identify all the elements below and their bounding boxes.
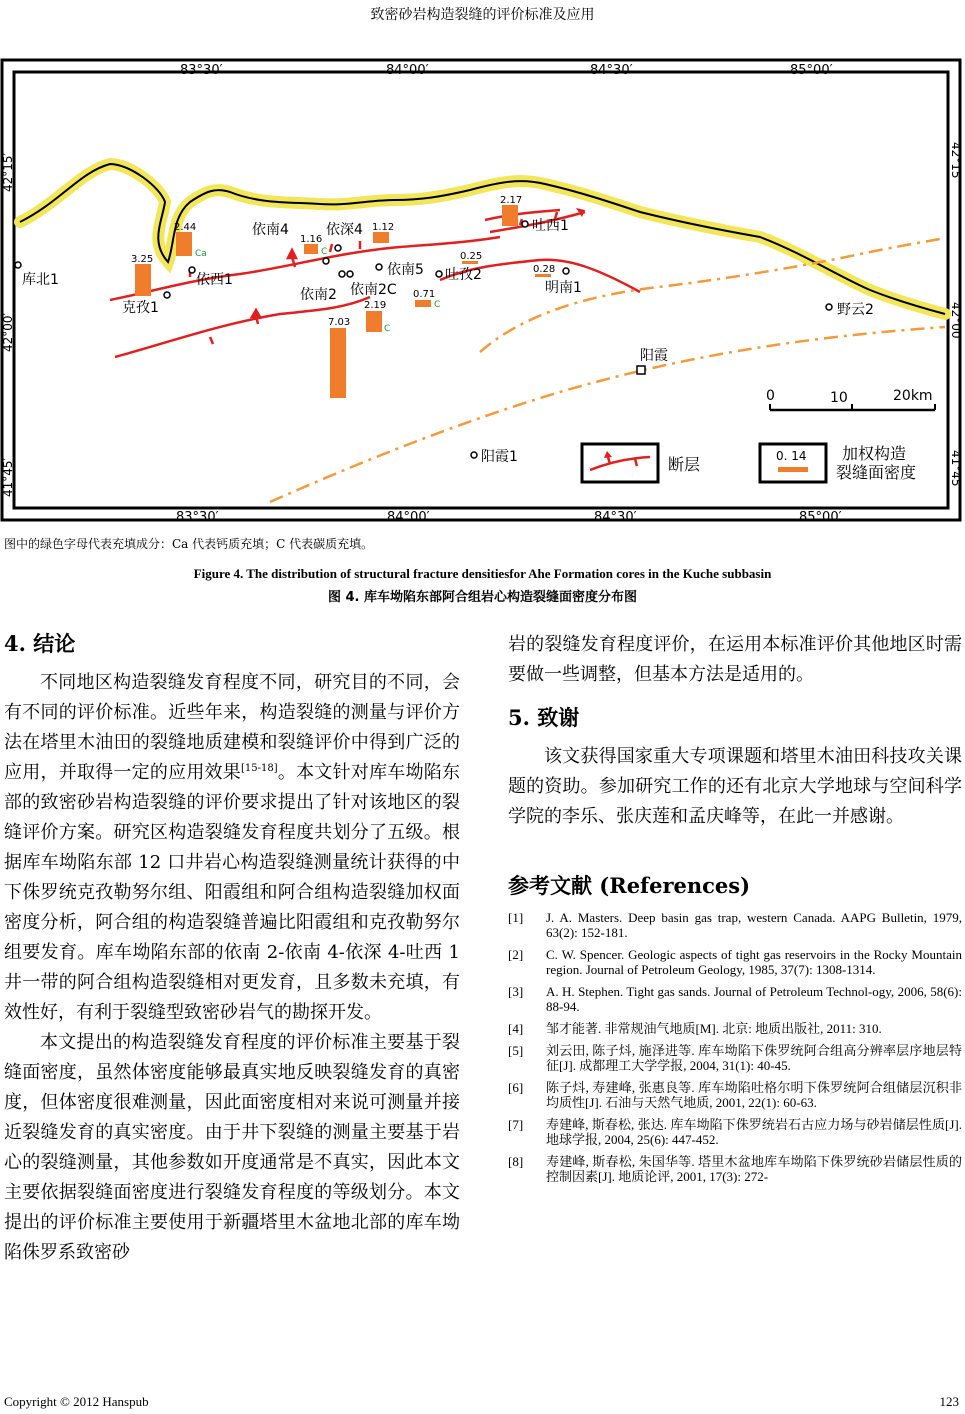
reference-item bbox=[508, 1117, 962, 1147]
fill-label-ca: Ca bbox=[195, 249, 207, 259]
density-label: 0.28 bbox=[533, 264, 556, 275]
reference-number: [8] bbox=[508, 1154, 524, 1169]
fill-label-c: C bbox=[384, 324, 391, 334]
density-bar-yinan2 bbox=[330, 328, 346, 398]
well-mingnan1: 明南1 bbox=[545, 280, 582, 296]
density-bar-yinan4 bbox=[304, 244, 318, 254]
coord-left-2: 42°00′ bbox=[1, 312, 15, 352]
right-column bbox=[508, 630, 962, 1191]
legend bbox=[582, 444, 916, 482]
section-4-paragraph-2-cont: 岩的裂缝发育程度评价，在运用本标准评价其他地区时需要做一些调整，但基本方法是适用的。 bbox=[508, 634, 962, 685]
reference-number: [3] bbox=[508, 984, 524, 999]
density-bar-yinan5 bbox=[415, 300, 431, 307]
reference-text: 邹才能著. 非常规油气地质[M]. 北京: 地质出版社, 2011: 310. bbox=[546, 1021, 882, 1036]
legend-density-sample: 0. 14 bbox=[776, 449, 807, 463]
reference-item bbox=[508, 1021, 962, 1036]
density-bar-yishen4 bbox=[373, 232, 389, 243]
well-yixi1: 依西1 bbox=[196, 272, 233, 288]
density-label: 2.17 bbox=[500, 195, 523, 206]
scale-bar bbox=[766, 388, 935, 410]
well-tuzi2: 吐孜2 bbox=[445, 267, 482, 283]
well-tuxi1: 吐西1 bbox=[532, 218, 569, 234]
well-kezi1: 克孜1 bbox=[122, 300, 159, 316]
density-label: 3.25 bbox=[131, 254, 154, 265]
coord-top-2: 84°00′ bbox=[386, 63, 429, 78]
density-label: 1.16 bbox=[300, 234, 323, 245]
coord-right-2: 42°00′ bbox=[949, 302, 963, 342]
reference-item bbox=[508, 984, 962, 1014]
reference-text: 寿建峰, 斯春松, 朱国华等. 塔里木盆地库车坳陷下侏罗统砂岩储层性质的控制因素[J]. 地质论评, 2001, 17(3): 272- bbox=[546, 1154, 962, 1184]
density-label: 2.19 bbox=[364, 300, 387, 311]
coord-top-3: 84°30′ bbox=[590, 63, 633, 78]
coord-left-3: 41°45′ bbox=[1, 457, 15, 497]
reference-number: [6] bbox=[508, 1080, 524, 1095]
well-yangxia: 阳霞 bbox=[640, 348, 668, 364]
section-4-title: 4. 结论 bbox=[4, 631, 76, 656]
figure-caption-cn: 图 4. 库车坳陷东部阿合组岩心构造裂缝面密度分布图 bbox=[327, 590, 638, 605]
density-label: 1.12 bbox=[372, 222, 395, 233]
density-bar-yixi1 bbox=[176, 232, 192, 256]
reference-text: C. W. Spencer. Geologic aspects of tight gas reservoirs in the Rocky Mountain region. Journal of Petroleum Geology, 1985, 37(7): 1308-1314. bbox=[546, 947, 962, 977]
scale-tick-0: 0 bbox=[766, 388, 775, 404]
figure-caption-en: Figure 4. The distribution of structural fracture densitiesfor Ahe Formation cores in the Kuche subbasin bbox=[193, 566, 772, 581]
reference-item bbox=[508, 1080, 962, 1110]
reference-text: 刘云田, 陈子炓, 施泽进等. 库车坳陷下侏罗统阿合组高分辨率层序地层特征[J]. 成都理工大学学报, 2004, 31(1): 40-45. bbox=[546, 1043, 962, 1073]
reference-item bbox=[508, 1043, 962, 1073]
footer-page-number: 123 bbox=[939, 1394, 959, 1409]
well-yangxia1: 阳霞1 bbox=[481, 449, 518, 465]
reference-item bbox=[508, 1154, 962, 1184]
reference-number: [1] bbox=[508, 910, 524, 925]
well-yishen4: 依深4 bbox=[326, 222, 363, 238]
running-head: 致密砂岩构造裂缝的评价标准及应用 bbox=[370, 7, 595, 23]
coord-bottom-2: 84°00′ bbox=[387, 510, 430, 525]
figure-note: 图中的绿色字母代表充填成分：Ca 代表钙质充填；C 代表碳质充填。 bbox=[4, 537, 374, 551]
coord-left-1: 42°15′ bbox=[1, 152, 15, 192]
well-yinan2c: 依南2C bbox=[350, 282, 397, 298]
legend-density-label-1: 加权构造 bbox=[842, 444, 907, 463]
section-4-paragraph-1: 不同地区构造裂缝发育程度不同，研究目的不同，会有不同的评价标准。近些年来，构造裂缝的测量与评价方法在塔里木油田的裂缝地质建模和裂缝评价中得到广泛的应用，并取得一定的应用效果[15-18]。本文针对库车坳陷东部的致密砂岩构造裂缝的评价要求提出了针对该地区的裂缝评价方案。研究区构造裂缝发育程度共划分了五级。根据库车坳陷东部 12 口井岩心构造裂缝测量统计获得的中下侏罗统克孜勒努尔组、阳霞组和阿合组构造裂缝加权面密度分析，阿合组的构造裂缝普遍比阳霞组和克孜勒努尔组要发育。库车坳陷东部的依南 2-依南 4-依深 4-吐西 1 井一带的阿合组构造裂缝相对更发育，且多数未充填，有效性好，有利于裂缝型致密砂岩气的勘探开发。 bbox=[4, 672, 461, 1023]
well-yeyun2: 野云2 bbox=[837, 302, 874, 318]
legend-density-label-2: 裂缝面密度 bbox=[836, 463, 917, 482]
reference-text: 陈子炓, 寿建峰, 张惠良等. 库车坳陷吐格尔明下侏罗统阿合组储层沉积非均质性[J]. 石油与天然气地质, 2001, 22(1): 60-63. bbox=[546, 1080, 962, 1110]
fill-label-c: C bbox=[321, 247, 328, 257]
reference-number: [4] bbox=[508, 1021, 524, 1036]
density-bar-yinan2c bbox=[366, 311, 382, 332]
reference-number: [5] bbox=[508, 1043, 524, 1058]
well-yinan5: 依南5 bbox=[387, 262, 424, 278]
coord-bottom-3: 84°30′ bbox=[594, 510, 637, 525]
reference-item bbox=[508, 947, 962, 977]
left-column bbox=[4, 630, 460, 1268]
density-bar-kezi1 bbox=[135, 264, 151, 296]
coord-bottom-4: 85°00′ bbox=[799, 510, 842, 525]
citation: [15-18] bbox=[241, 763, 278, 774]
reference-item bbox=[508, 910, 962, 940]
well-yinan2: 依南2 bbox=[300, 287, 337, 303]
reference-text: 寿建峰, 斯春松, 张达. 库车坳陷下侏罗统岩石古应力场与砂岩储层性质[J]. 地球学报, 2004, 25(6): 447-452. bbox=[546, 1117, 962, 1147]
density-label: 0.71 bbox=[413, 289, 436, 300]
coord-right-1: 42°15′ bbox=[949, 142, 963, 182]
scale-tick-20: 20km bbox=[893, 388, 933, 404]
section-5-title: 5. 致谢 bbox=[508, 705, 580, 730]
section-4-paragraph-2: 本文提出的构造裂缝发育程度的评价标准主要基于裂缝面密度，虽然体密度能够最真实地反映裂缝发育的真密度，但体密度很难测量，因此面密度相对来说可测量并接近裂缝发育的真实密度。由于井下裂缝的测量主要基于岩心的裂缝测量，其他参数如开度通常是不真实，因此本文主要依据裂缝面密度进行裂缝发育程度的等级划分。本文提出的评价标准主要使用于新疆塔里木盆地北部的库车坳陷侏罗系致密砂 bbox=[4, 1032, 460, 1263]
reference-list bbox=[508, 910, 962, 1184]
well-kubei1: 库北1 bbox=[22, 272, 59, 288]
legend-fault-label: 断层 bbox=[668, 455, 701, 474]
coord-bottom-1: 83°30′ bbox=[176, 510, 219, 525]
reference-text: A. H. Stephen. Tight gas sands. Journal of Petroleum Technol-ogy, 2006, 58(6): 88-94. bbox=[546, 984, 962, 1014]
density-label: 0.25 bbox=[460, 251, 483, 262]
coord-right-3: 41°45′ bbox=[949, 450, 963, 490]
density-bar-tuxi1 bbox=[502, 205, 518, 226]
scale-tick-10: 10 bbox=[830, 390, 848, 406]
section-5-paragraph: 该文获得国家重大专项课题和塔里木油田科技攻关课题的资助。参加研究工作的还有北京大学地球与空间科学学院的李乐、张庆莲和孟庆峰等，在此一并感谢。 bbox=[508, 746, 962, 827]
coord-top-1: 83°30′ bbox=[180, 63, 223, 78]
fracture-density-map bbox=[0, 52, 965, 526]
references-title: 参考文献 (References) bbox=[508, 873, 751, 898]
density-label: 2.44 bbox=[174, 222, 197, 233]
fill-label-c: C bbox=[434, 300, 441, 310]
density-label: 7.03 bbox=[328, 317, 351, 328]
coord-top-4: 85°00′ bbox=[790, 63, 833, 78]
reference-text: J. A. Masters. Deep basin gas trap, western Canada. AAPG Bulletin, 1979, 63(2): 152-181. bbox=[546, 910, 962, 940]
reference-number: [2] bbox=[508, 947, 524, 962]
reference-number: [7] bbox=[508, 1117, 524, 1132]
footer-copyright: Copyright © 2012 Hanspub bbox=[4, 1394, 149, 1409]
well-yinan4: 依南4 bbox=[252, 222, 289, 238]
